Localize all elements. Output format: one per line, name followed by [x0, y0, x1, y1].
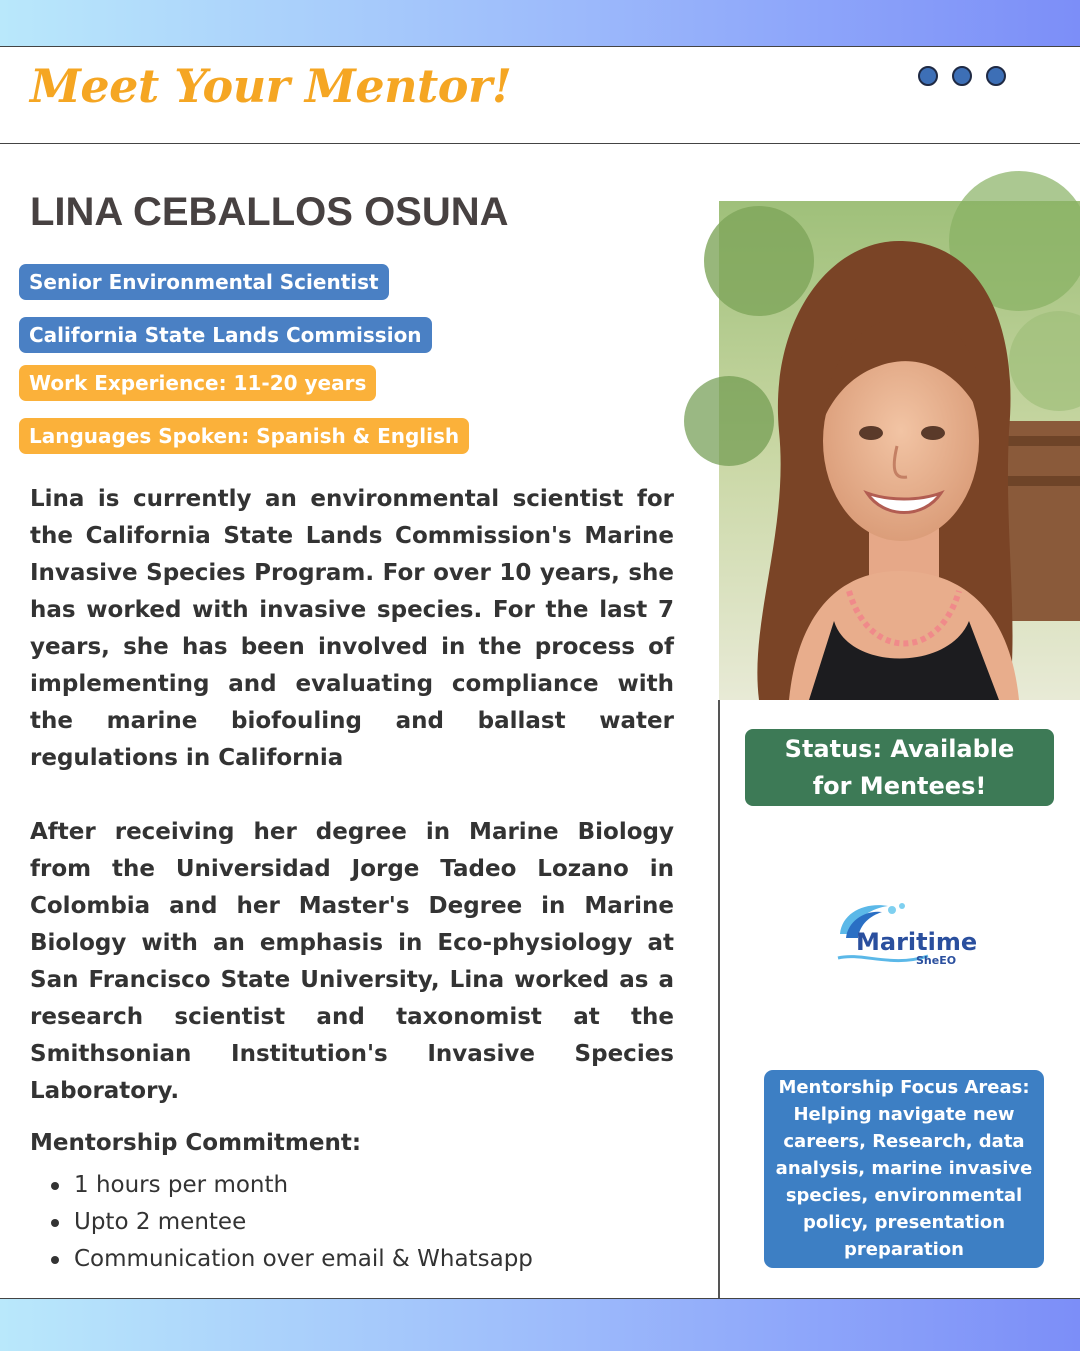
bottom-gradient-band — [0, 1298, 1080, 1351]
job-title-tag: Senior Environmental Scientist — [19, 264, 389, 300]
experience-tag: Work Experience: 11-20 years — [19, 365, 376, 401]
header-bar — [0, 47, 1080, 144]
bio-paragraph-current-role: Lina is currently an environmental scientist for the California State Lands Commission's Marine Invasive Species Program. For over 10 years, she has worked with invasive species. For the last 7 years, she has been involved in the process of implementing and evaluating compliance with the marine biofouling and ballast water regulations in California — [30, 486, 674, 771]
dot-icon — [918, 66, 938, 86]
commitment-heading: Mentorship Commitment: — [30, 1130, 362, 1156]
mentor-name: LINA CEBALLOS OSUNA — [30, 190, 509, 234]
commitment-list — [30, 1167, 533, 1278]
commitment-item: Upto 2 mentee — [30, 1204, 533, 1241]
languages-tag: Languages Spoken: Spanish & English — [19, 418, 469, 454]
window-dots — [918, 66, 1006, 86]
dot-icon — [986, 66, 1006, 86]
bio-paragraph-education: After receiving her degree in Marine Biology from the Universidad Jorge Tadeo Lozano in Colombia and her Master's Degree in Marine Biology with an emphasis in Eco-physiology at San Francisco State University, Lina worked as a research scientist and taxonomist at the Smithsonian Institution's Invasive Species Laboratory. — [30, 819, 674, 1104]
top-gradient-band — [0, 0, 1080, 47]
status-line-2: for Mentees! — [812, 772, 987, 800]
focus-areas-box: Mentorship Focus Areas: Helping navigate new careers, Research, data analysis, marine invasive species, environmental policy, presentation preparation — [764, 1070, 1044, 1268]
commitment-item: Communication over email & Whatsapp — [30, 1241, 533, 1278]
page-title: Meet Your Mentor! — [30, 59, 512, 113]
maritime-sheeo-logo — [832, 898, 978, 972]
column-divider — [718, 700, 720, 1298]
dot-icon — [952, 66, 972, 86]
organization-tag: California State Lands Commission — [19, 317, 432, 353]
logo-subtext: SheEO — [916, 954, 957, 967]
availability-status-badge — [745, 729, 1054, 806]
status-line-1: Status: Available — [784, 735, 1015, 763]
commitment-item: 1 hours per month — [30, 1167, 533, 1204]
mentor-photo — [719, 201, 1080, 700]
logo-wordmark: Maritime — [856, 928, 978, 956]
